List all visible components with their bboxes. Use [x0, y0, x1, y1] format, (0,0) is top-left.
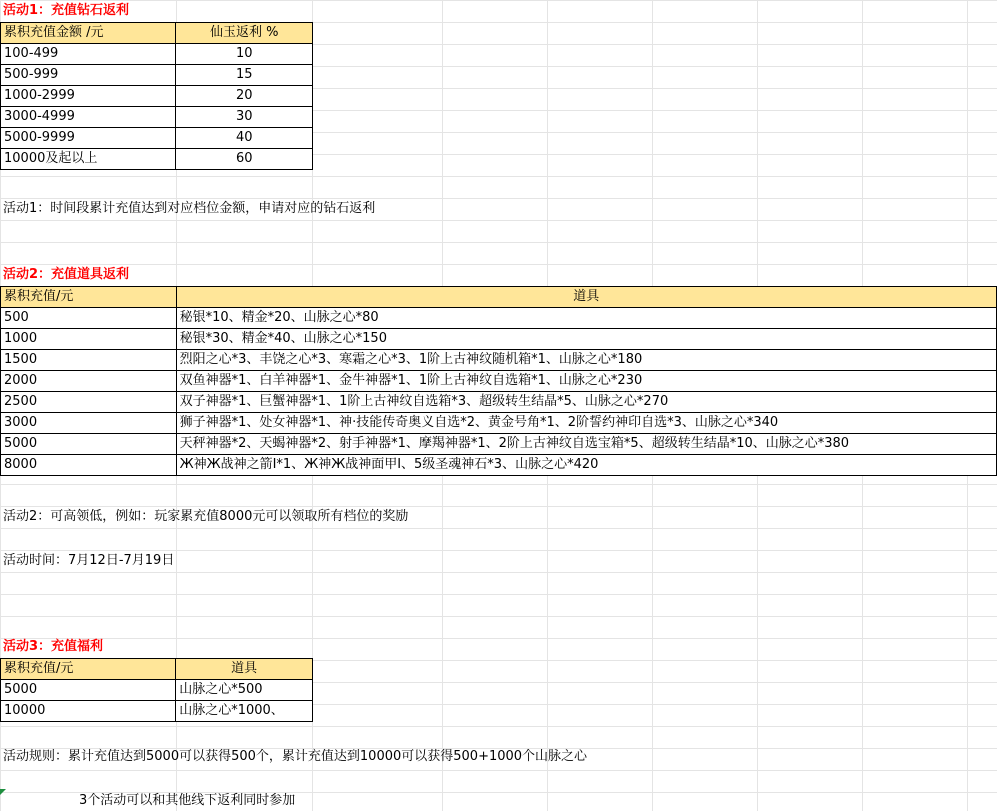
- activity1-title[interactable]: 活动1：充值钻石返利: [3, 3, 130, 18]
- table-row: [1, 350, 997, 371]
- activity1-note[interactable]: 活动1：时间段累计充值达到对应档位金额，申请对应的钻石返利: [3, 201, 376, 216]
- table-row: [1, 308, 997, 329]
- table-cell[interactable]: 双子神器*1、巨蟹神器*1、1阶上古神纹自选箱*3、超级转生结晶*5、山脉之心*270: [176, 392, 996, 413]
- table-cell[interactable]: 30: [176, 107, 313, 128]
- header-cell[interactable]: 道具: [176, 287, 996, 308]
- activity2-title[interactable]: 活动2：充值道具返利: [3, 267, 130, 282]
- table-cell[interactable]: 狮子神器*1、处女神器*1、神·技能传奇奥义自选*2、黄金号角*1、2阶誓约神印自选*3、山脉之心*340: [176, 413, 996, 434]
- footer-note[interactable]: 3个活动可以和其他线下返利同时参加: [79, 793, 296, 808]
- table-cell[interactable]: 3000: [1, 413, 177, 434]
- table-row: [1, 128, 313, 149]
- table-cell[interactable]: 500: [1, 308, 177, 329]
- table-row: [1, 413, 997, 434]
- table-cell[interactable]: 8000: [1, 455, 177, 476]
- table-cell[interactable]: 3000-4999: [1, 107, 176, 128]
- table-cell[interactable]: 1000-2999: [1, 86, 176, 107]
- activity1-table: [0, 22, 313, 170]
- table-row: [1, 149, 313, 170]
- table-cell[interactable]: 1500: [1, 350, 177, 371]
- table-row: [1, 455, 997, 476]
- activity2-time[interactable]: 活动时间：7月12日-7月19日: [3, 553, 175, 568]
- table-cell[interactable]: 500-999: [1, 65, 176, 86]
- table-cell[interactable]: 5000: [1, 680, 176, 701]
- table-header-row: [1, 659, 313, 680]
- table-cell[interactable]: 山脉之心*1000、: [176, 701, 313, 722]
- comment-indicator-icon: [0, 789, 6, 795]
- table-row: [1, 434, 997, 455]
- table-cell[interactable]: 15: [176, 65, 313, 86]
- table-cell[interactable]: 秘银*10、精金*20、山脉之心*80: [176, 308, 996, 329]
- table-row: [1, 86, 313, 107]
- table-cell[interactable]: Ж神Ж战神之箭Ⅰ*1、Ж神Ж战神面甲Ⅰ、5级圣魂神石*3、山脉之心*420: [176, 455, 996, 476]
- table-cell[interactable]: 10000: [1, 701, 176, 722]
- table-cell[interactable]: 60: [176, 149, 313, 170]
- header-cell[interactable]: 道具: [176, 659, 313, 680]
- header-cell[interactable]: 累积充值金额 /元: [1, 23, 176, 44]
- table-row: [1, 65, 313, 86]
- activity2-table: [0, 286, 997, 476]
- table-cell[interactable]: 烈阳之心*3、丰饶之心*3、寒霜之心*3、1阶上古神纹随机箱*1、山脉之心*180: [176, 350, 996, 371]
- table-row: [1, 44, 313, 65]
- header-cell[interactable]: 累积充值/元: [1, 659, 176, 680]
- table-cell[interactable]: 10000及起以上: [1, 149, 176, 170]
- table-cell[interactable]: 100-499: [1, 44, 176, 65]
- table-row: [1, 329, 997, 350]
- table-cell[interactable]: 20: [176, 86, 313, 107]
- table-header-row: [1, 23, 313, 44]
- table-row: [1, 680, 313, 701]
- table-row: [1, 107, 313, 128]
- table-cell[interactable]: 10: [176, 44, 313, 65]
- table-cell[interactable]: 2000: [1, 371, 177, 392]
- table-cell[interactable]: 2500: [1, 392, 177, 413]
- table-cell[interactable]: 5000: [1, 434, 177, 455]
- activity3-title[interactable]: 活动3：充值福利: [3, 639, 104, 654]
- activity3-table: [0, 658, 313, 722]
- table-row: [1, 371, 997, 392]
- header-cell[interactable]: 仙玉返利 %: [176, 23, 313, 44]
- table-cell[interactable]: 1000: [1, 329, 177, 350]
- activity2-note[interactable]: 活动2：可高领低，例如：玩家累充值8000元可以领取所有档位的奖励: [3, 509, 409, 524]
- header-cell[interactable]: 累积充值/元: [1, 287, 177, 308]
- table-cell[interactable]: 5000-9999: [1, 128, 176, 149]
- table-row: [1, 392, 997, 413]
- table-cell[interactable]: 秘银*30、精金*40、山脉之心*150: [176, 329, 996, 350]
- table-row: [1, 701, 313, 722]
- activity3-rule[interactable]: 活动规则：累计充值达到5000可以获得500个，累计充值达到10000可以获得500+1000个山脉之心: [3, 749, 588, 764]
- table-cell[interactable]: 山脉之心*500: [176, 680, 313, 701]
- table-cell[interactable]: 40: [176, 128, 313, 149]
- table-cell[interactable]: 天秤神器*2、天蝎神器*2、射手神器*1、摩羯神器*1、2阶上古神纹自选宝箱*5、超级转生结晶*10、山脉之心*380: [176, 434, 996, 455]
- table-cell[interactable]: 双鱼神器*1、白羊神器*1、金牛神器*1、1阶上古神纹自选箱*1、山脉之心*230: [176, 371, 996, 392]
- table-header-row: [1, 287, 997, 308]
